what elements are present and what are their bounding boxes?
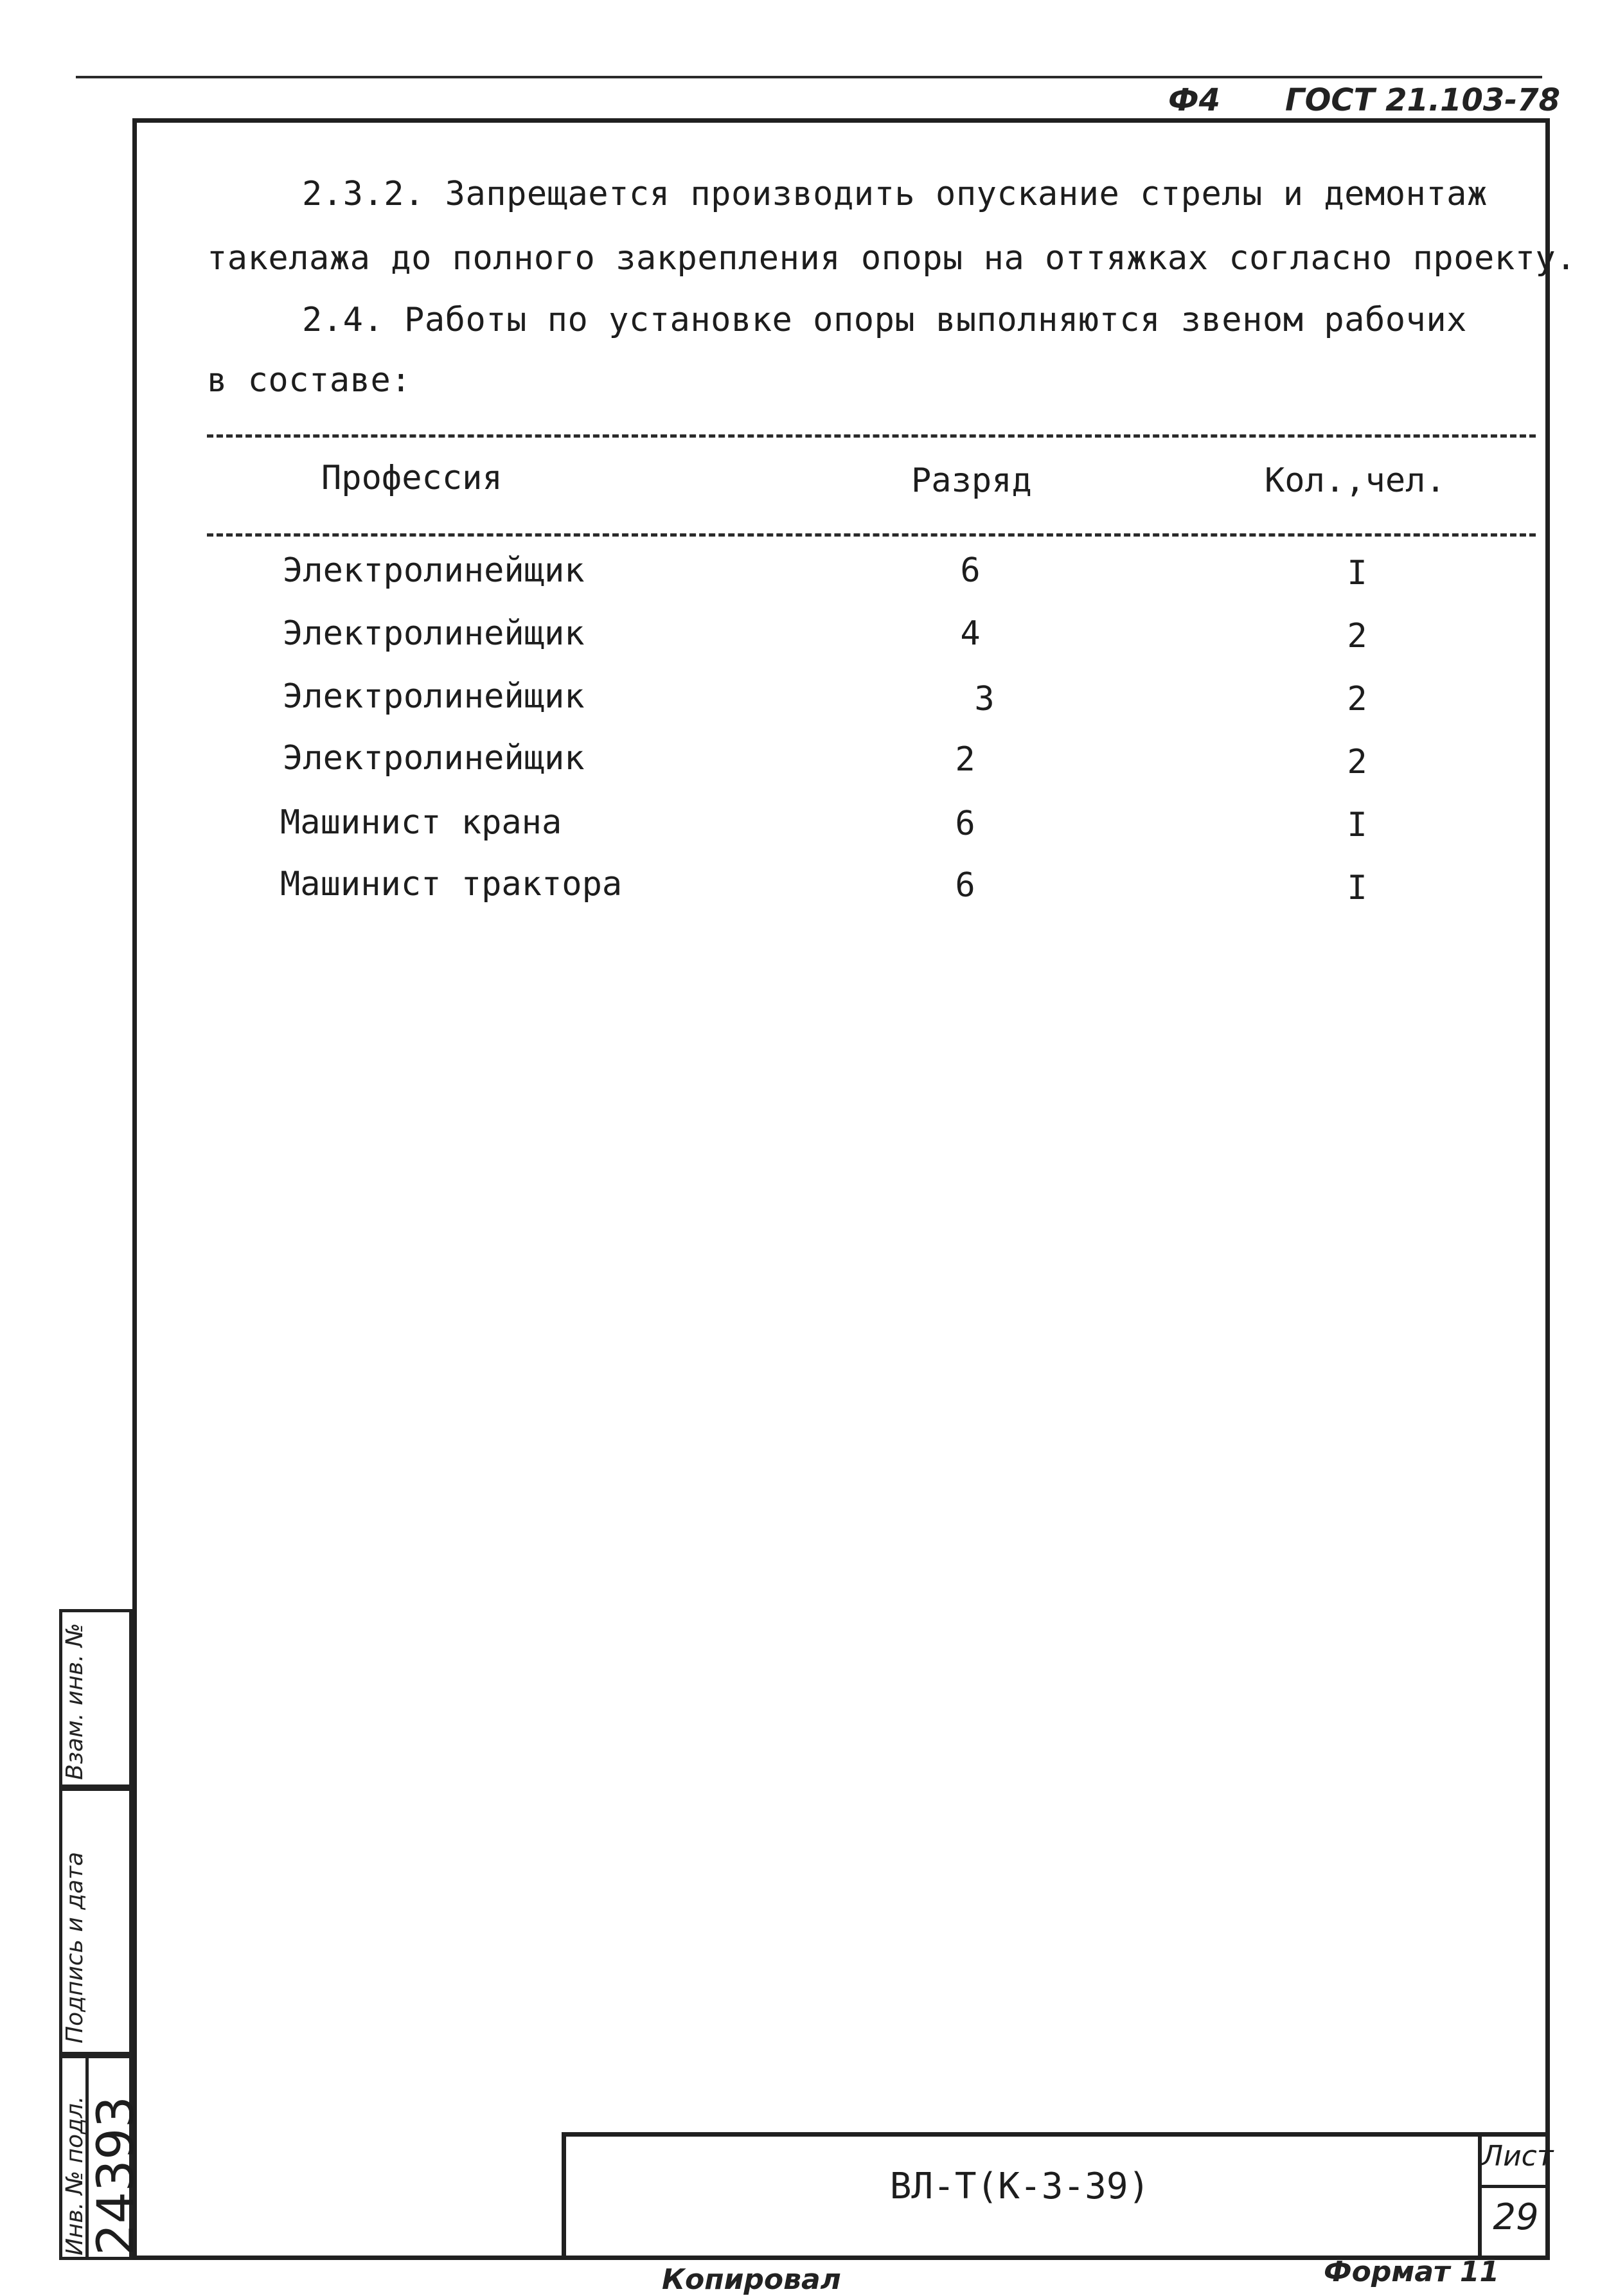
inventory-number: 24393 [87,2096,145,2256]
row-1-count: I [1347,554,1367,592]
form-code: Ф4 [1168,82,1220,118]
row-4-grade: 2 [955,740,975,779]
row-2-grade: 4 [960,614,981,653]
side-label-vzam: Взам. инв. № [62,1623,88,1780]
row-5-grade: 6 [955,805,975,843]
column-header-profession: Профессия [321,459,502,497]
para-1-line-1: 2.3.2. Запрещается производить опускание стрелы и демонтаж [302,175,1488,213]
row-1-profession: Электролинейщик [283,551,585,590]
row-3-profession: Электролинейщик [283,677,585,716]
top-rule [76,76,1542,78]
column-header-count: Кол.,чел. [1265,461,1446,500]
side-label-sign: Подпись и дата [62,1851,88,2043]
row-5-count: I [1347,806,1367,844]
row-3-count: 2 [1347,680,1367,718]
row-6-count: I [1347,869,1367,907]
page-frame [132,118,1554,2260]
row-2-profession: Электролинейщик [283,614,585,653]
title-block-sheet-rule [1478,2185,1550,2188]
row-1-grade: 6 [960,551,981,590]
para-1-line-2: такелажа до полного закрепления опоры на оттяжках согласно проекту. [207,239,1577,278]
para-2-line-2: в составе: [207,361,412,400]
footer-format: Формат 11 [1324,2256,1500,2288]
row-3-grade: 3 [974,680,995,718]
row-2-count: 2 [1347,617,1367,655]
row-4-profession: Электролинейщик [283,739,585,778]
standard-code: ГОСТ 21.103-78 [1285,82,1561,118]
table-top-rule [207,434,1536,438]
row-4-count: 2 [1347,743,1367,781]
para-2-line-1: 2.4. Работы по установке опоры выполняются звеном рабочих [302,301,1467,339]
row-5-profession: Машинист крана [280,803,562,842]
column-header-grade: Разряд [911,461,1032,500]
row-6-profession: Машинист трактора [280,865,623,903]
sheet-number: 29 [1493,2196,1539,2238]
document-code: ВЛ-Т(К-3-39) [889,2166,1150,2207]
footer-copied: Копировал [662,2263,841,2296]
table-header-rule [207,533,1536,537]
row-6-grade: 6 [955,866,975,905]
sheet-label: Лист [1482,2140,1554,2173]
side-label-inv: Инв. № подл. [62,2096,88,2256]
